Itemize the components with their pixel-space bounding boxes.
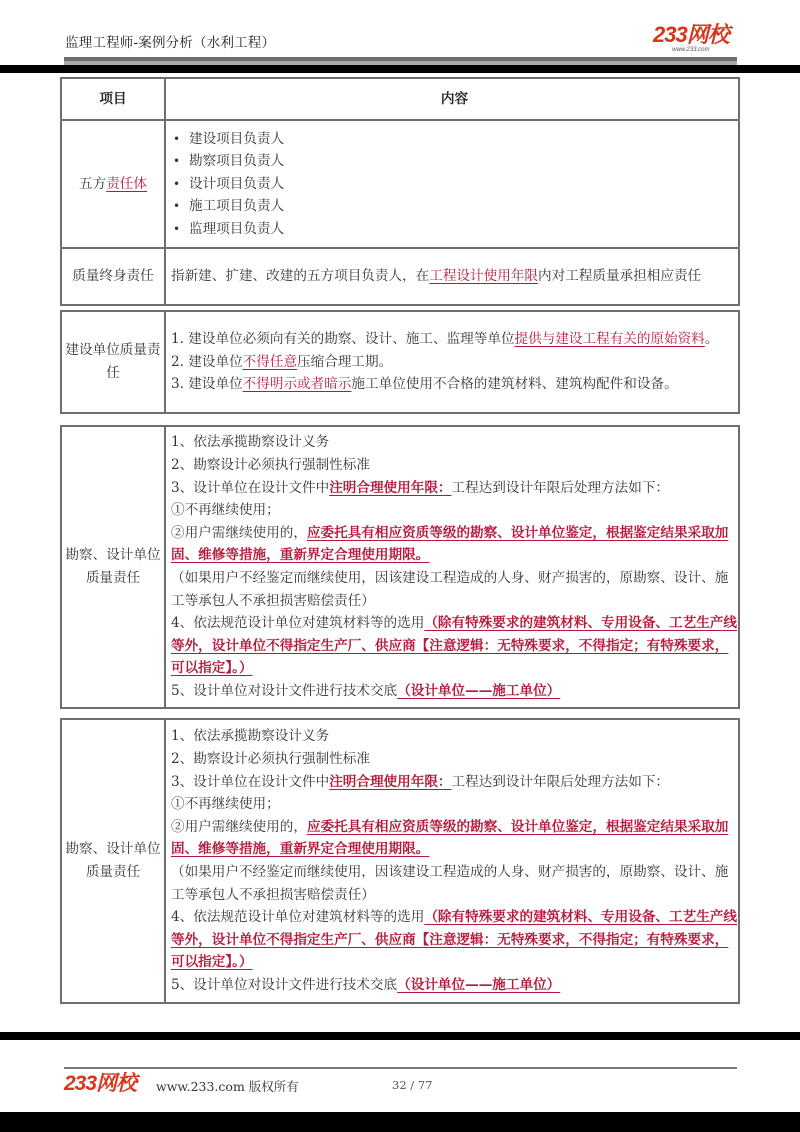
highlighted-term: 应委托具有相应资质等级的勘察、设计单位鉴定，根据鉴定结果采取加固、维修等措施，重新界定合理使用期限。 — [171, 818, 729, 858]
list-item — [171, 218, 738, 241]
footer-logo — [64, 1073, 136, 1094]
text: 4、依法规范设计单位对建筑材料等的选用 — [171, 909, 425, 926]
content-line: 1、依法承揽勘察设计义务 — [171, 434, 330, 451]
content-line — [171, 351, 738, 374]
content-line: （如果用户不经鉴定而继续使用，因该建设工程造成的人身、财产损害的，原勘察、设计、施工等承包人不承担损害赔偿责任） — [171, 570, 729, 609]
highlighted-term: 应委托具有相应资质等级的勘察、设计单位鉴定，根据鉴定结果采取加固、维修等措施，重新界定合理使用期限。 — [171, 524, 729, 564]
text: 5、设计单位对设计文件进行技术交底 — [171, 682, 398, 699]
text: 5、设计单位对设计文件进行技术交底 — [171, 976, 398, 993]
content-line: （如果用户不经鉴定而继续使用，因该建设工程造成的人身、财产损害的，原勘察、设计、施工等承包人不承担损害赔偿责任） — [171, 864, 729, 903]
row-label: 建设单位质量责任 — [61, 311, 165, 413]
content-line — [171, 771, 738, 794]
bullet-icon: • — [173, 221, 181, 236]
text: 1. 建设单位必须向有关的勘察、设计、施工、监理等单位 — [171, 331, 515, 348]
column-header-content: 内容 — [165, 78, 739, 120]
label-text: 五方 — [79, 175, 107, 192]
list-item-text: 监理项目负责人 — [189, 220, 285, 237]
document-title: 监理工程师-案例分析（水利工程） — [65, 35, 276, 51]
list-item — [171, 128, 738, 151]
black-band-bottom — [0, 1112, 800, 1132]
content-line — [171, 680, 738, 703]
content-line — [171, 522, 738, 567]
construction-unit-table — [60, 310, 740, 414]
content-line — [171, 328, 738, 351]
content-line: ①不再继续使用； — [171, 502, 280, 519]
text: 指新建、扩建、改建的五方项目负责人，在 — [171, 268, 430, 285]
content-line: 2、勘察设计必须执行强制性标准 — [171, 457, 370, 474]
list-item — [171, 173, 738, 196]
row-content — [165, 248, 739, 305]
text: 2. 建设单位 — [171, 353, 243, 370]
row-label: 勘察、设计单位质量责任 — [61, 426, 165, 708]
logo-url: www.233.com — [672, 47, 710, 53]
text: 3、设计单位在设计文件中 — [171, 773, 330, 790]
bullet-list — [171, 128, 738, 241]
highlighted-term: 注明合理使用年限： — [329, 773, 452, 790]
text: 内对工程质量承担相应责任 — [538, 268, 702, 285]
table-row — [61, 719, 739, 1003]
bullet-icon: • — [173, 154, 181, 169]
content-line: 1、依法承揽勘察设计义务 — [171, 728, 330, 745]
highlighted-term: （设计单位——施工单位） — [397, 976, 561, 993]
table-row — [61, 426, 739, 708]
text: ②用户需继续使用的， — [171, 524, 307, 541]
content-line — [171, 974, 738, 997]
column-header-item: 项目 — [61, 78, 165, 120]
text: 工程达到设计年限后处理方法如下： — [451, 773, 670, 790]
footer-copyright: www.233.com 版权所有 — [156, 1079, 299, 1094]
logo-text: 233网校 — [653, 22, 729, 47]
survey-design-table-1 — [60, 425, 740, 709]
list-item-text: 勘察项目负责人 — [189, 153, 285, 170]
row-label — [61, 120, 165, 248]
bullet-icon: • — [173, 199, 181, 214]
row-label: 勘察、设计单位质量责任 — [61, 719, 165, 1003]
table-row — [61, 248, 739, 305]
text: 。 — [704, 331, 719, 348]
highlighted-term: 不得任意 — [242, 353, 298, 370]
text: 3、设计单位在设计文件中 — [171, 479, 330, 496]
text: 4、依法规范设计单位对建筑材料等的选用 — [171, 615, 425, 632]
footer-divider — [64, 1067, 737, 1069]
text: 施工单位使用不合格的建筑材料、建筑构配件和设备。 — [351, 376, 678, 393]
row-content — [165, 120, 739, 248]
highlighted-term: （除有特殊要求的建筑材料、专用设备、工艺生产线等外，设计单位不得指定生产厂、供应商【注意逻辑：无特殊要求，不得指定；有特殊要求，可以指定】。） — [171, 615, 737, 677]
table-row — [61, 311, 739, 413]
header-logo — [653, 24, 729, 53]
list-item-text: 设计项目负责人 — [189, 175, 285, 192]
highlighted-term: 工程设计使用年限 — [429, 268, 539, 285]
list-item-text: 建设项目负责人 — [189, 130, 285, 147]
list-item — [171, 195, 738, 218]
bullet-icon: • — [173, 131, 181, 146]
table-header-row — [61, 78, 739, 120]
logo-text: 233网校 — [64, 1072, 137, 1095]
list-item-text: 施工项目负责人 — [189, 198, 285, 215]
highlighted-term: 注明合理使用年限： — [329, 479, 452, 496]
text: 压缩合理工期。 — [297, 353, 393, 370]
row-content — [165, 426, 739, 708]
text: ②用户需继续使用的， — [171, 818, 307, 835]
highlighted-term: 责任体 — [106, 175, 147, 192]
content-line — [171, 477, 738, 500]
content-line — [171, 816, 738, 861]
survey-design-table-2 — [60, 718, 740, 1004]
page-indicator: 32 / 77 — [392, 1078, 433, 1092]
content-line: ①不再继续使用； — [171, 796, 280, 813]
row-content — [165, 311, 739, 413]
list-item — [171, 150, 738, 173]
highlighted-term: 不得明示或者暗示 — [242, 376, 352, 393]
content-line — [171, 906, 738, 974]
content-line: 2、勘察设计必须执行强制性标准 — [171, 751, 370, 768]
bullet-icon: • — [173, 176, 181, 191]
content-line — [171, 612, 738, 680]
table-row — [61, 120, 739, 248]
row-label: 质量终身责任 — [61, 248, 165, 305]
row-content — [165, 719, 739, 1003]
black-band-top — [0, 65, 800, 73]
text: 3. 建设单位 — [171, 376, 243, 393]
content-line — [171, 373, 738, 396]
black-band-middle — [0, 1032, 800, 1040]
highlighted-term: 提供与建设工程有关的原始资料 — [514, 331, 705, 348]
responsibility-table — [60, 77, 740, 306]
highlighted-term: （设计单位——施工单位） — [397, 682, 561, 699]
highlighted-term: （除有特殊要求的建筑材料、专用设备、工艺生产线等外，设计单位不得指定生产厂、供应商【注意逻辑：无特殊要求，不得指定；有特殊要求，可以指定】。） — [171, 909, 737, 971]
text: 工程达到设计年限后处理方法如下： — [451, 479, 670, 496]
